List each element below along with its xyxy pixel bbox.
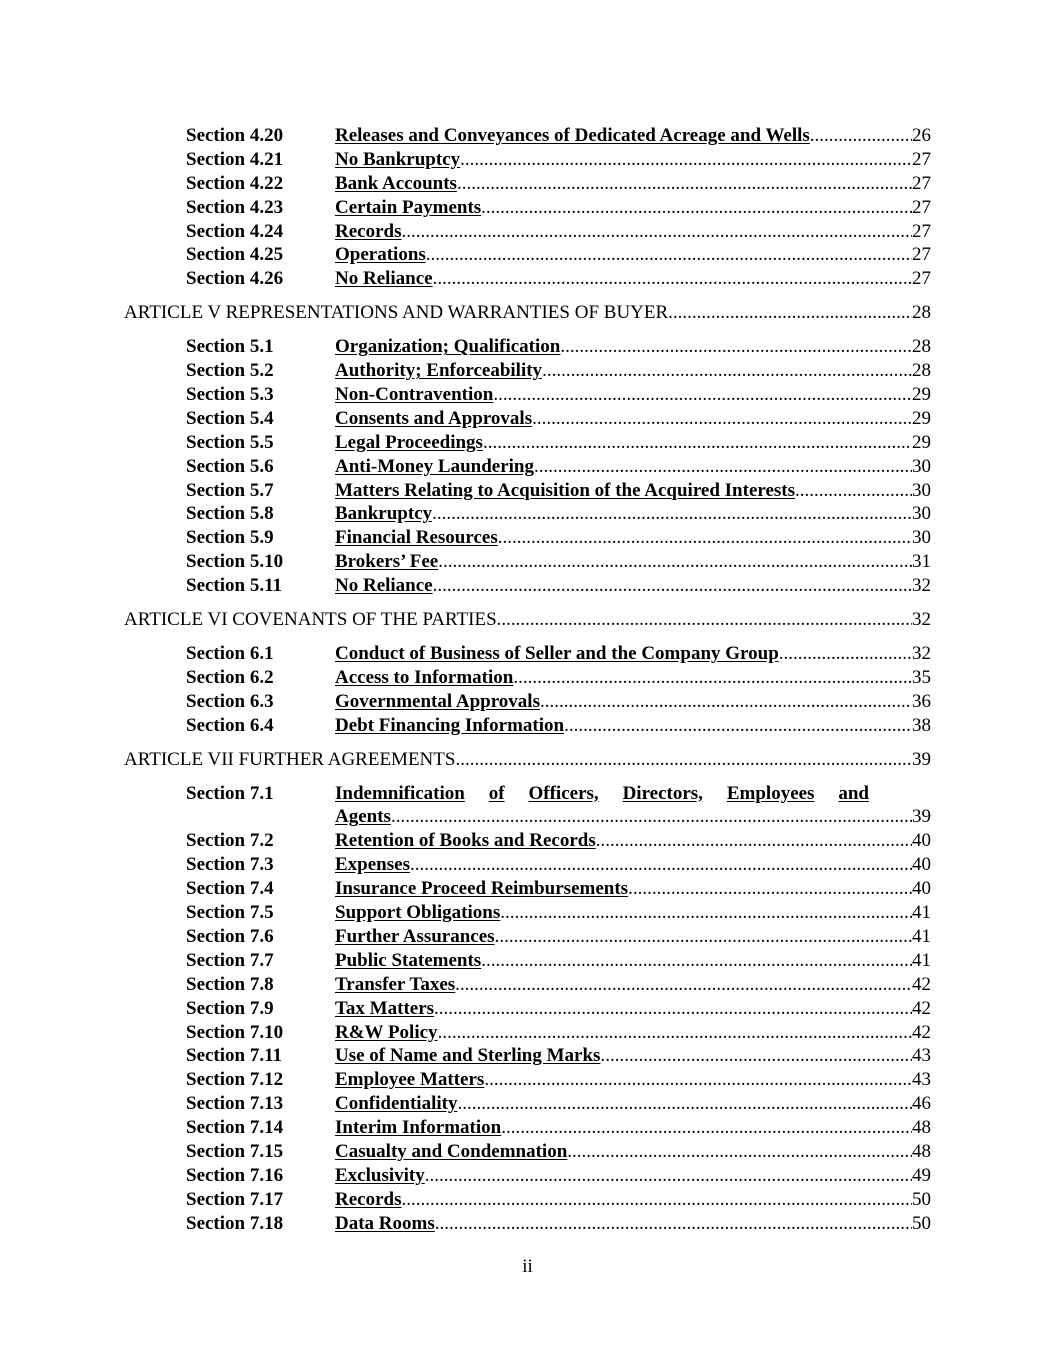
section-title-suffix: . (513, 666, 519, 688)
section-title-line[interactable] (335, 782, 931, 806)
section-title-link[interactable]: Confidentiality (335, 1093, 458, 1115)
section-page-number: 30 (912, 527, 931, 549)
section-page-number: 27 (912, 148, 931, 170)
table-of-contents (0, 124, 1055, 1236)
section-number: Section 7.18 (186, 1212, 284, 1234)
dot-leader (435, 1212, 912, 1236)
section-title-link[interactable]: Governmental Approvals (335, 690, 540, 712)
section-title-line (335, 714, 931, 738)
section-title-link[interactable]: Employee Matters (335, 1069, 485, 1091)
dot-leader (438, 1021, 912, 1045)
article-line (124, 608, 931, 632)
toc-entry[interactable] (0, 383, 1055, 407)
section-title-link[interactable]: Bank Accounts (335, 172, 457, 194)
section-page-number: 29 (912, 431, 931, 453)
section-page-number: 42 (912, 973, 931, 995)
section-title-link[interactable]: Insurance Proceed Reimbursements (335, 878, 629, 900)
section-page-number: 32 (912, 643, 931, 665)
section-title-line (335, 1068, 931, 1092)
section-number: Section 7.4 (186, 878, 274, 900)
section-title-line (335, 1164, 931, 1188)
section-title-link[interactable]: Financial Resources (335, 527, 498, 549)
toc-entry[interactable] (0, 642, 1055, 666)
section-title-link[interactable]: Public Statements (335, 949, 482, 971)
section-title-line (335, 949, 931, 973)
section-title-line (335, 574, 931, 598)
dot-leader (498, 526, 912, 550)
section-number: Section 7.16 (186, 1164, 284, 1186)
section-title-word: and (838, 782, 869, 804)
section-number: Section 7.6 (186, 925, 274, 947)
section-title-link[interactable]: Expenses (335, 854, 410, 876)
dot-leader (483, 431, 912, 455)
section-number: Section 5.5 (186, 431, 274, 453)
section-title-line (335, 642, 931, 666)
toc-entry[interactable] (0, 502, 1055, 526)
section-title-link[interactable]: Exclusivity (335, 1164, 425, 1186)
dot-leader (460, 148, 912, 172)
section-number: Section 5.6 (186, 455, 274, 477)
section-title-line (335, 431, 931, 455)
section-title-link[interactable]: Legal Proceedings (335, 431, 483, 453)
toc-entry[interactable] (0, 220, 1055, 244)
section-title-link[interactable]: Records (335, 1188, 402, 1210)
section-page-number: 32 (912, 575, 931, 597)
toc-entry[interactable] (0, 196, 1055, 220)
dot-leader (489, 1068, 912, 1092)
article-heading[interactable] (0, 608, 1055, 632)
toc-entry[interactable] (0, 574, 1055, 598)
toc-entry[interactable] (0, 172, 1055, 196)
section-page-number: 31 (912, 551, 931, 573)
dot-leader (784, 642, 912, 666)
section-number: Section 7.15 (186, 1140, 284, 1162)
section-title-link[interactable]: Organization; Qualification (335, 336, 561, 358)
section-page-number: 39 (912, 806, 931, 828)
section-page-number: 35 (912, 666, 931, 688)
toc-entry[interactable] (0, 526, 1055, 550)
section-page-number: 43 (912, 1069, 931, 1091)
section-title-suffix: . (390, 806, 396, 828)
section-number: Section 5.3 (186, 384, 274, 406)
section-title-line (335, 267, 931, 291)
section-title-link[interactable]: Certain Payments (335, 196, 482, 218)
dot-leader (396, 805, 912, 829)
toc-entry[interactable] (0, 335, 1055, 359)
dot-leader (401, 1188, 912, 1212)
dot-leader (434, 997, 912, 1021)
toc-entry[interactable] (0, 690, 1055, 714)
toc-entry[interactable] (0, 949, 1055, 973)
section-title-word: Officers, (528, 782, 599, 804)
section-number: Section 5.8 (186, 503, 274, 525)
section-title-suffix: . (539, 690, 545, 712)
section-title-line (335, 1021, 931, 1045)
section-title-link[interactable]: Anti-Money Laundering (335, 455, 534, 477)
section-number: Section 4.20 (186, 125, 284, 146)
section-title-link[interactable]: Debt Financing Information (335, 714, 565, 736)
section-title-line (335, 973, 931, 997)
section-title-link[interactable]: R&W Policy (335, 1021, 438, 1043)
section-title-link[interactable]: Authority; Enforceability (335, 360, 543, 382)
section-page-number: 41 (912, 902, 931, 924)
toc-entry[interactable] (0, 124, 1055, 148)
dot-leader (410, 853, 912, 877)
toc-entry[interactable] (0, 1140, 1055, 1164)
dot-leader (547, 359, 912, 383)
dot-leader (455, 748, 912, 772)
section-page-number: 29 (912, 384, 931, 406)
section-title-line (335, 172, 931, 196)
section-title-line (335, 550, 931, 574)
section-title-line (335, 1044, 931, 1068)
toc-entry[interactable] (0, 148, 1055, 172)
section-title-line (335, 243, 931, 267)
dot-leader (668, 301, 912, 325)
toc-entry[interactable] (0, 666, 1055, 690)
section-number: Section 7.3 (186, 854, 274, 876)
section-title-line (335, 666, 931, 690)
section-page-number: 49 (912, 1164, 931, 1186)
section-page-number: 40 (912, 854, 931, 876)
dot-leader (569, 714, 912, 738)
dot-leader (628, 877, 912, 901)
dot-leader (600, 1044, 912, 1068)
section-title-word: of (488, 782, 505, 804)
article-page-number: 32 (912, 609, 931, 631)
section-title-link[interactable]: Access to Information (335, 666, 514, 688)
section-page-number: 46 (912, 1093, 931, 1115)
section-number: Section 5.10 (186, 551, 284, 573)
section-page-number: 27 (912, 172, 931, 194)
section-title-link[interactable]: Further Assurances (335, 925, 495, 947)
section-page-number: 40 (912, 830, 931, 852)
section-title-suffix: . (778, 643, 784, 665)
toc-entry[interactable] (0, 997, 1055, 1021)
section-title-link[interactable]: No Bankruptcy (335, 148, 461, 170)
section-title-link[interactable]: Conduct of Business of Seller and the Company Group (335, 643, 779, 665)
dot-leader (432, 502, 912, 526)
section-title-link[interactable]: Consents and Approvals (335, 407, 533, 429)
toc-entry[interactable] (0, 359, 1055, 383)
section-title-line (335, 1092, 931, 1116)
dot-leader (481, 196, 912, 220)
section-number: Section 6.3 (186, 690, 274, 712)
section-title-suffix: . (542, 360, 547, 382)
dot-leader (457, 1092, 912, 1116)
section-page-number: 36 (912, 690, 931, 712)
section-page-number: 28 (912, 360, 931, 382)
toc-entry[interactable] (0, 1164, 1055, 1188)
section-number: Section 4.24 (186, 220, 284, 242)
section-number: Section 7.13 (186, 1093, 284, 1115)
dot-leader (457, 172, 912, 196)
page-number-footer: ii (522, 1256, 533, 1277)
section-number: Section 5.4 (186, 407, 274, 429)
dot-leader (810, 124, 912, 148)
section-title-line (335, 196, 931, 220)
toc-entry[interactable] (0, 550, 1055, 574)
section-page-number: 27 (912, 220, 931, 242)
dot-leader (493, 383, 912, 407)
section-number: Section 5.1 (186, 336, 274, 358)
toc-entry[interactable] (0, 1188, 1055, 1212)
section-number: Section 6.2 (186, 666, 274, 688)
toc-entry[interactable] (0, 479, 1055, 503)
section-title-link[interactable]: Records (335, 220, 402, 242)
section-number: Section 7.9 (186, 997, 274, 1019)
section-title-line (335, 829, 931, 853)
section-title-line (335, 148, 931, 172)
toc-entry[interactable] (0, 853, 1055, 877)
section-title-suffix: . (564, 714, 569, 736)
section-title-line (335, 359, 931, 383)
section-number: Section 4.23 (186, 196, 284, 218)
dot-leader (532, 407, 912, 431)
toc-entry[interactable] (0, 243, 1055, 267)
section-page-number: 27 (912, 196, 931, 218)
section-title-link[interactable]: Tax Matters (335, 997, 435, 1019)
section-title-link[interactable]: Brokers’ Fee (335, 551, 439, 573)
toc-entry[interactable] (0, 1068, 1055, 1092)
section-title-link[interactable]: No Reliance (335, 575, 433, 597)
section-title-link[interactable]: Transfer Taxes (335, 973, 456, 995)
article-heading[interactable] (0, 301, 1055, 325)
section-number: Section 7.14 (186, 1117, 284, 1139)
section-title-line (335, 479, 931, 503)
section-number: Section 7.10 (186, 1021, 284, 1043)
article-title: ARTICLE V REPRESENTATIONS AND WARRANTIES OF BUYER (124, 302, 669, 324)
section-title-suffix: . (484, 1069, 490, 1091)
section-number: Section 5.2 (186, 360, 274, 382)
section-title-link[interactable]: Support Obligations (335, 902, 501, 924)
toc-entry[interactable] (0, 714, 1055, 738)
dot-leader (438, 550, 912, 574)
dot-leader (500, 901, 912, 925)
section-title-line (335, 690, 931, 714)
section-title-suffix: . (795, 479, 800, 501)
dot-leader (401, 220, 912, 244)
dot-leader (545, 690, 912, 714)
section-title-link[interactable]: Agents (335, 806, 391, 828)
section-page-number: 40 (912, 878, 931, 900)
section-number: Section 7.5 (186, 902, 274, 924)
section-title-line (335, 1212, 931, 1236)
section-title-link[interactable]: Use of Name and Sterling Marks (335, 1045, 601, 1067)
section-title-line (335, 526, 931, 550)
section-title-line (335, 407, 931, 431)
dot-leader (534, 455, 912, 479)
section-title-line (335, 853, 931, 877)
article-line (124, 748, 931, 772)
section-title-link[interactable]: Bankruptcy (335, 503, 433, 525)
toc-entry[interactable] (0, 782, 1055, 830)
section-title-line (335, 1188, 931, 1212)
section-title-link[interactable]: Interim Information (335, 1117, 502, 1139)
toc-entry[interactable] (0, 973, 1055, 997)
section-number: Section 4.21 (186, 148, 284, 170)
section-page-number: 48 (912, 1140, 931, 1162)
section-page-number: 26 (912, 125, 931, 146)
section-title-line (335, 124, 931, 148)
section-title-suffix: . (567, 1140, 573, 1162)
section-number: Section 5.7 (186, 479, 274, 501)
section-title-link[interactable]: Casualty and Condemnation (335, 1140, 568, 1162)
section-page-number: 27 (912, 244, 931, 266)
section-title-line (335, 383, 931, 407)
section-title-line (335, 502, 931, 526)
toc-entry[interactable] (0, 431, 1055, 455)
section-title-line (335, 877, 931, 901)
section-page-number: 48 (912, 1117, 931, 1139)
section-page-number: 30 (912, 455, 931, 477)
section-title-link[interactable]: Non-Contravention (335, 384, 494, 406)
section-title-line (335, 335, 931, 359)
section-title-link[interactable]: Matters Relating to Acquisition of the Acquired Interests (335, 479, 796, 501)
dot-leader (518, 666, 912, 690)
section-page-number: 30 (912, 503, 931, 525)
section-title-link[interactable]: Operations (335, 244, 426, 266)
section-page-number: 30 (912, 479, 931, 501)
section-page-number: 42 (912, 1021, 931, 1043)
section-title-line (335, 455, 931, 479)
toc-entry[interactable] (0, 267, 1055, 291)
section-title-link[interactable]: Data Rooms (335, 1212, 435, 1234)
toc-entry[interactable] (0, 925, 1055, 949)
dot-leader (501, 1116, 912, 1140)
toc-entry[interactable] (0, 877, 1055, 901)
toc-entry[interactable] (0, 1212, 1055, 1236)
section-page-number: 43 (912, 1045, 931, 1067)
dot-leader (425, 1164, 912, 1188)
toc-entry[interactable] (0, 829, 1055, 853)
section-number: Section 4.26 (186, 268, 284, 290)
dot-leader (495, 925, 912, 949)
section-number: Section 7.11 (186, 1045, 283, 1067)
dot-leader (596, 829, 912, 853)
section-title-word: Directors, (622, 782, 703, 804)
article-page-number: 28 (912, 302, 931, 324)
section-title-link[interactable]: Retention of Books and Records (335, 830, 596, 852)
dot-leader (455, 973, 912, 997)
section-number: Section 7.17 (186, 1188, 284, 1210)
section-title-link[interactable]: Releases and Conveyances of Dedicated Acreage and Wells (335, 125, 810, 146)
section-number: Section 4.22 (186, 172, 284, 194)
toc-entry[interactable] (0, 1116, 1055, 1140)
toc-entry[interactable] (0, 407, 1055, 431)
section-title-line (335, 1140, 931, 1164)
dot-leader (560, 335, 912, 359)
dot-leader (800, 479, 912, 503)
section-title-line (335, 805, 931, 829)
dot-leader (433, 267, 912, 291)
section-number: Section 7.12 (186, 1069, 284, 1091)
section-title-line (335, 901, 931, 925)
toc-entry[interactable] (0, 1044, 1055, 1068)
section-title-line (335, 1116, 931, 1140)
section-number: Section 7.8 (186, 973, 274, 995)
section-title-line (335, 220, 931, 244)
toc-entry[interactable] (0, 1021, 1055, 1045)
section-number: Section 7.2 (186, 830, 274, 852)
section-title-word: Employees (726, 782, 815, 804)
article-title: ARTICLE VI COVENANTS OF THE PARTIES (124, 609, 497, 631)
section-title-line (335, 925, 931, 949)
section-page-number: 50 (912, 1188, 931, 1210)
dot-leader (426, 243, 912, 267)
section-number: Section 7.7 (186, 949, 274, 971)
toc-entry[interactable] (0, 901, 1055, 925)
section-title-word: Indemnification (335, 782, 465, 804)
article-line (124, 301, 931, 325)
section-page-number: 41 (912, 925, 931, 947)
dot-leader (433, 574, 912, 598)
section-title-link[interactable]: No Reliance (335, 268, 433, 290)
section-page-number: 42 (912, 997, 931, 1019)
section-number: Section 5.9 (186, 527, 274, 549)
section-number: Section 6.1 (186, 643, 274, 665)
dot-leader (481, 949, 912, 973)
section-number: Section 6.4 (186, 714, 274, 736)
section-page-number: 29 (912, 407, 931, 429)
section-page-number: 41 (912, 949, 931, 971)
section-page-number: 38 (912, 714, 931, 736)
dot-leader (572, 1140, 912, 1164)
article-heading[interactable] (0, 748, 1055, 772)
section-page-number: 28 (912, 336, 931, 358)
section-title-line (335, 997, 931, 1021)
toc-entry[interactable] (0, 455, 1055, 479)
dot-leader (497, 608, 912, 632)
section-number: Section 4.25 (186, 244, 284, 266)
section-number: Section 7.1 (186, 782, 274, 804)
section-number: Section 5.11 (186, 575, 283, 597)
section-title-block (335, 782, 931, 830)
article-page-number: 39 (912, 748, 931, 770)
section-page-number: 50 (912, 1212, 931, 1234)
article-title: ARTICLE VII FURTHER AGREEMENTS (124, 748, 456, 770)
toc-entry[interactable] (0, 1092, 1055, 1116)
section-page-number: 27 (912, 268, 931, 290)
